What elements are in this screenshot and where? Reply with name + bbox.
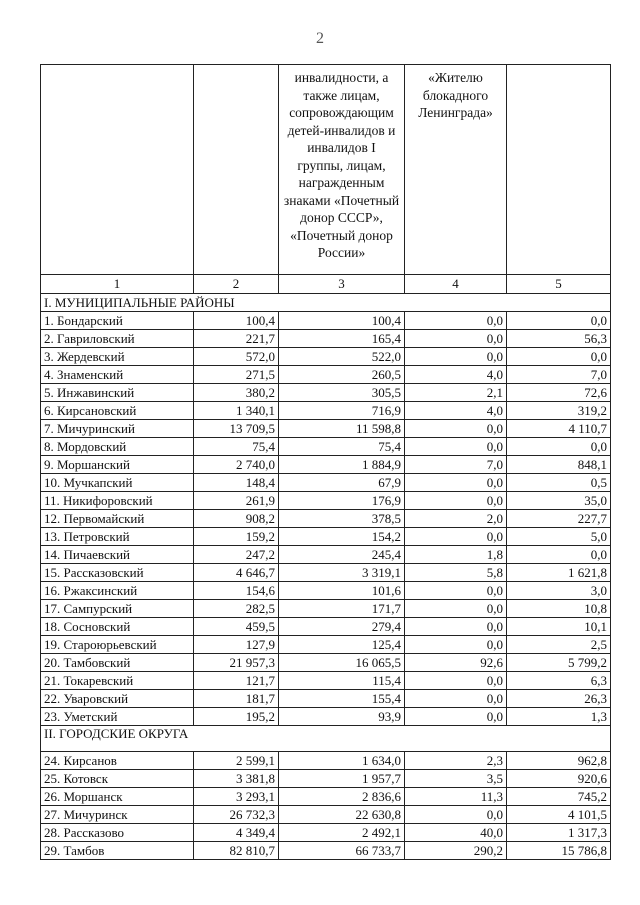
value-cell-c4: 3,5: [405, 770, 507, 788]
budget-table: [40, 64, 611, 860]
value-cell-c2: 26 732,3: [194, 806, 279, 824]
value-cell-c3: 155,4: [279, 690, 405, 708]
value-cell-c4: 0,0: [405, 618, 507, 636]
value-cell-c5: 848,1: [507, 456, 611, 474]
municipality-name-cell: 10. Мучкапский: [41, 474, 194, 492]
municipality-name-cell: 26. Моршанск: [41, 788, 194, 806]
value-cell-c3: 16 065,5: [279, 654, 405, 672]
value-cell-c2: 1 340,1: [194, 402, 279, 420]
value-cell-c3: 171,7: [279, 600, 405, 618]
table-row: [41, 564, 611, 582]
value-cell-c2: 148,4: [194, 474, 279, 492]
value-cell-c2: 13 709,5: [194, 420, 279, 438]
value-cell-c4: 0,0: [405, 348, 507, 366]
table-row: [41, 752, 611, 770]
value-cell-c3: 260,5: [279, 366, 405, 384]
municipality-name-cell: 24. Кирсанов: [41, 752, 194, 770]
municipality-name-cell: 27. Мичуринск: [41, 806, 194, 824]
column-number: 2: [194, 275, 279, 294]
table-row: [41, 546, 611, 564]
value-cell-c5: 2,5: [507, 636, 611, 654]
value-cell-c4: 7,0: [405, 456, 507, 474]
value-cell-c4: 2,0: [405, 510, 507, 528]
value-cell-c5: 10,8: [507, 600, 611, 618]
municipality-name-cell: 23. Уметский: [41, 708, 194, 726]
value-cell-c2: 3 293,1: [194, 788, 279, 806]
value-cell-c3: 1 634,0: [279, 752, 405, 770]
page-number: 2: [316, 30, 324, 47]
table-row: [41, 420, 611, 438]
table-row: [41, 708, 611, 726]
value-cell-c3: 1 884,9: [279, 456, 405, 474]
table-row: [41, 402, 611, 420]
value-cell-c3: 75,4: [279, 438, 405, 456]
header-row: [41, 65, 611, 275]
municipality-name-cell: 20. Тамбовский: [41, 654, 194, 672]
table-row: [41, 348, 611, 366]
value-cell-c2: 127,9: [194, 636, 279, 654]
section-title: II. ГОРОДСКИЕ ОКРУГА: [41, 726, 611, 752]
municipality-name-cell: 3. Жердевский: [41, 348, 194, 366]
table-row: [41, 474, 611, 492]
municipality-name-cell: 12. Первомайский: [41, 510, 194, 528]
value-cell-c5: 72,6: [507, 384, 611, 402]
value-cell-c4: 0,0: [405, 312, 507, 330]
value-cell-c4: 0,0: [405, 806, 507, 824]
value-cell-c3: 125,4: [279, 636, 405, 654]
municipality-name-cell: 15. Рассказовский: [41, 564, 194, 582]
section-title: I. МУНИЦИПАЛЬНЫЕ РАЙОНЫ: [41, 294, 611, 312]
value-cell-c4: 0,0: [405, 492, 507, 510]
value-cell-c3: 165,4: [279, 330, 405, 348]
value-cell-c5: 1 317,3: [507, 824, 611, 842]
value-cell-c2: 3 381,8: [194, 770, 279, 788]
municipality-name-cell: 14. Пичаевский: [41, 546, 194, 564]
value-cell-c5: 319,2: [507, 402, 611, 420]
value-cell-c2: 908,2: [194, 510, 279, 528]
value-cell-c5: 56,3: [507, 330, 611, 348]
table-row: [41, 654, 611, 672]
table-row: [41, 510, 611, 528]
table-row: [41, 672, 611, 690]
table-row: [41, 582, 611, 600]
value-cell-c2: 247,2: [194, 546, 279, 564]
value-cell-c4: 290,2: [405, 842, 507, 860]
table-row: [41, 842, 611, 860]
column-number: 5: [507, 275, 611, 294]
value-cell-c5: 0,0: [507, 438, 611, 456]
municipality-name-cell: 17. Сампурский: [41, 600, 194, 618]
value-cell-c5: 35,0: [507, 492, 611, 510]
column-number: 1: [41, 275, 194, 294]
value-cell-c4: 92,6: [405, 654, 507, 672]
value-cell-c5: 0,0: [507, 312, 611, 330]
value-cell-c4: 0,0: [405, 420, 507, 438]
value-cell-c2: 4 349,4: [194, 824, 279, 842]
municipality-name-cell: 18. Сосновский: [41, 618, 194, 636]
value-cell-c2: 159,2: [194, 528, 279, 546]
municipality-name-cell: 4. Знаменский: [41, 366, 194, 384]
value-cell-c3: 279,4: [279, 618, 405, 636]
table-row: [41, 788, 611, 806]
value-cell-c5: 15 786,8: [507, 842, 611, 860]
value-cell-c3: 2 492,1: [279, 824, 405, 842]
section-header-row: [41, 726, 611, 752]
municipality-name-cell: 7. Мичуринский: [41, 420, 194, 438]
column-number: 4: [405, 275, 507, 294]
header-col3-text: инвалидности, а также лицам, сопровождающим детей-инвалидов и инвалидов I группы, лицам, награжденным знаками «Почетный донор СССР», «Почетный донор России»: [283, 70, 400, 260]
value-cell-c3: 176,9: [279, 492, 405, 510]
value-cell-c3: 115,4: [279, 672, 405, 690]
table-row: [41, 438, 611, 456]
table-row: [41, 492, 611, 510]
value-cell-c5: 920,6: [507, 770, 611, 788]
value-cell-c5: 0,0: [507, 546, 611, 564]
value-cell-c4: 2,3: [405, 752, 507, 770]
value-cell-c4: 0,0: [405, 708, 507, 726]
table-row: [41, 312, 611, 330]
value-cell-c5: 745,2: [507, 788, 611, 806]
value-cell-c5: 1 621,8: [507, 564, 611, 582]
value-cell-c2: 154,6: [194, 582, 279, 600]
value-cell-c4: 2,1: [405, 384, 507, 402]
value-cell-c3: 154,2: [279, 528, 405, 546]
value-cell-c3: 22 630,8: [279, 806, 405, 824]
table-row: [41, 690, 611, 708]
municipality-name-cell: 19. Староюрьевский: [41, 636, 194, 654]
value-cell-c4: 0,0: [405, 636, 507, 654]
value-cell-c2: 195,2: [194, 708, 279, 726]
value-cell-c4: 0,0: [405, 690, 507, 708]
table-row: [41, 528, 611, 546]
value-cell-c5: 5 799,2: [507, 654, 611, 672]
municipality-name-cell: 16. Ржаксинский: [41, 582, 194, 600]
value-cell-c5: 1,3: [507, 708, 611, 726]
value-cell-c3: 245,4: [279, 546, 405, 564]
column-number-row: [41, 275, 611, 294]
header-cell-4: [405, 65, 507, 275]
value-cell-c3: 3 319,1: [279, 564, 405, 582]
municipality-name-cell: 1. Бондарский: [41, 312, 194, 330]
value-cell-c4: 0,0: [405, 438, 507, 456]
value-cell-c3: 716,9: [279, 402, 405, 420]
value-cell-c2: 459,5: [194, 618, 279, 636]
value-cell-c5: 5,0: [507, 528, 611, 546]
municipality-name-cell: 9. Моршанский: [41, 456, 194, 474]
table-row: [41, 636, 611, 654]
header-cell-5: [507, 65, 611, 275]
value-cell-c2: 4 646,7: [194, 564, 279, 582]
value-cell-c2: 380,2: [194, 384, 279, 402]
value-cell-c4: 0,0: [405, 582, 507, 600]
municipality-name-cell: 29. Тамбов: [41, 842, 194, 860]
header-cell-3: [279, 65, 405, 275]
municipality-name-cell: 8. Мордовский: [41, 438, 194, 456]
table-row: [41, 770, 611, 788]
value-cell-c5: 26,3: [507, 690, 611, 708]
value-cell-c2: 261,9: [194, 492, 279, 510]
value-cell-c3: 522,0: [279, 348, 405, 366]
value-cell-c3: 11 598,8: [279, 420, 405, 438]
value-cell-c4: 0,0: [405, 672, 507, 690]
value-cell-c5: 0,0: [507, 348, 611, 366]
value-cell-c4: 0,0: [405, 330, 507, 348]
value-cell-c3: 101,6: [279, 582, 405, 600]
table-row: [41, 384, 611, 402]
value-cell-c5: 7,0: [507, 366, 611, 384]
value-cell-c2: 75,4: [194, 438, 279, 456]
value-cell-c3: 1 957,7: [279, 770, 405, 788]
municipality-name-cell: 6. Кирсановский: [41, 402, 194, 420]
value-cell-c3: 100,4: [279, 312, 405, 330]
table-row: [41, 330, 611, 348]
municipality-name-cell: 28. Рассказово: [41, 824, 194, 842]
value-cell-c5: 4 110,7: [507, 420, 611, 438]
value-cell-c5: 962,8: [507, 752, 611, 770]
value-cell-c3: 2 836,6: [279, 788, 405, 806]
municipality-name-cell: 25. Котовск: [41, 770, 194, 788]
table-row: [41, 806, 611, 824]
municipality-name-cell: 13. Петровский: [41, 528, 194, 546]
table-row: [41, 366, 611, 384]
value-cell-c5: 0,5: [507, 474, 611, 492]
table-row: [41, 456, 611, 474]
value-cell-c4: 0,0: [405, 600, 507, 618]
value-cell-c2: 2 740,0: [194, 456, 279, 474]
value-cell-c2: 572,0: [194, 348, 279, 366]
value-cell-c4: 5,8: [405, 564, 507, 582]
header-cell-2: [194, 65, 279, 275]
header-col4-text: «Жителю блокадного Ленинграда»: [418, 70, 493, 120]
value-cell-c5: 6,3: [507, 672, 611, 690]
municipality-name-cell: 2. Гавриловский: [41, 330, 194, 348]
value-cell-c3: 67,9: [279, 474, 405, 492]
value-cell-c4: 0,0: [405, 474, 507, 492]
municipality-name-cell: 21. Токаревский: [41, 672, 194, 690]
municipality-name-cell: 11. Никифоровский: [41, 492, 194, 510]
value-cell-c4: 4,0: [405, 366, 507, 384]
table-row: [41, 600, 611, 618]
value-cell-c2: 82 810,7: [194, 842, 279, 860]
value-cell-c2: 282,5: [194, 600, 279, 618]
value-cell-c2: 100,4: [194, 312, 279, 330]
value-cell-c2: 2 599,1: [194, 752, 279, 770]
value-cell-c2: 121,7: [194, 672, 279, 690]
value-cell-c4: 4,0: [405, 402, 507, 420]
value-cell-c3: 378,5: [279, 510, 405, 528]
value-cell-c2: 271,5: [194, 366, 279, 384]
municipality-name-cell: 22. Уваровский: [41, 690, 194, 708]
value-cell-c5: 227,7: [507, 510, 611, 528]
value-cell-c4: 11,3: [405, 788, 507, 806]
column-number: 3: [279, 275, 405, 294]
value-cell-c3: 66 733,7: [279, 842, 405, 860]
value-cell-c2: 21 957,3: [194, 654, 279, 672]
value-cell-c2: 181,7: [194, 690, 279, 708]
municipality-name-cell: 5. Инжавинский: [41, 384, 194, 402]
value-cell-c4: 0,0: [405, 528, 507, 546]
value-cell-c3: 305,5: [279, 384, 405, 402]
header-cell-1: [41, 65, 194, 275]
value-cell-c4: 1,8: [405, 546, 507, 564]
value-cell-c5: 10,1: [507, 618, 611, 636]
value-cell-c3: 93,9: [279, 708, 405, 726]
value-cell-c4: 40,0: [405, 824, 507, 842]
value-cell-c5: 3,0: [507, 582, 611, 600]
value-cell-c2: 221,7: [194, 330, 279, 348]
table-row: [41, 618, 611, 636]
value-cell-c5: 4 101,5: [507, 806, 611, 824]
table-row: [41, 824, 611, 842]
section-header-row: [41, 294, 611, 312]
